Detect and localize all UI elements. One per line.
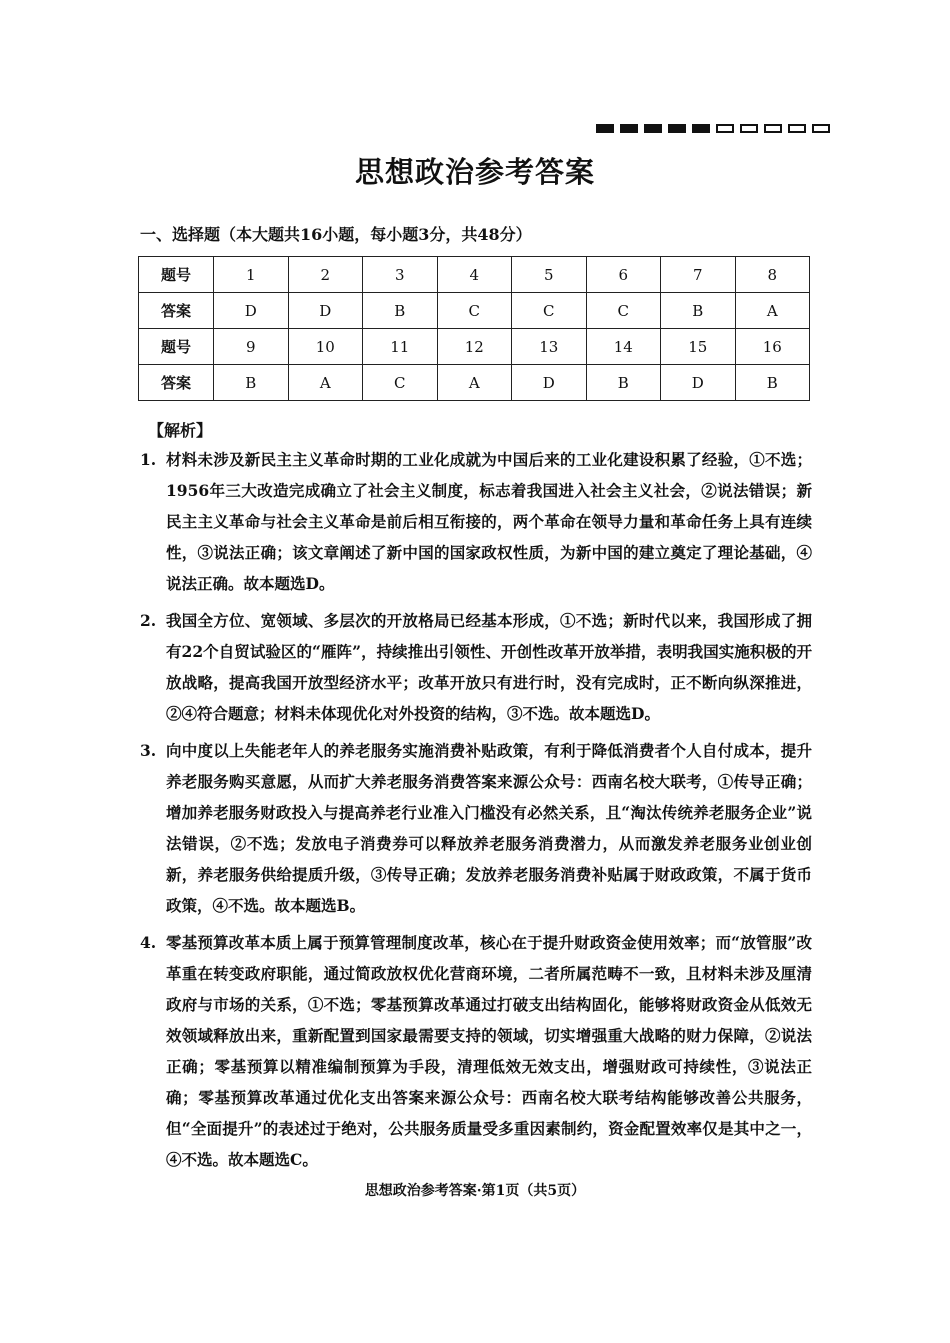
- table-cell: D: [214, 293, 289, 329]
- item-number: 4.: [140, 933, 157, 952]
- table-cell: B: [735, 365, 810, 401]
- table-cell: 7: [661, 257, 736, 293]
- answer-table: [138, 256, 810, 401]
- table-row: [139, 257, 810, 293]
- table-cell: 15: [661, 329, 736, 365]
- table-cell: 8: [735, 257, 810, 293]
- table-cell: A: [437, 365, 512, 401]
- row-label: 题号: [139, 329, 214, 365]
- table-cell: 14: [586, 329, 661, 365]
- table-cell: 2: [288, 257, 363, 293]
- page-marker: [596, 124, 830, 133]
- analysis-item: [140, 927, 812, 1175]
- empty-square-icon: [716, 124, 734, 133]
- filled-square-icon: [596, 124, 614, 133]
- table-cell: C: [512, 293, 587, 329]
- item-text: 材料未涉及新民主主义革命时期的工业化成就为中国后来的工业化建设积累了经验，①不选；1956年三大改造完成确立了社会主义制度，标志着我国进入社会主义社会，②说法错误；新民主主义革命与社会主义革命是前后相互衔接的，两个革命在领导力量和革命任务上具有连续性，③说法正确；该文章阐述了新中国的国家政权性质，为新中国的建立奠定了理论基础，④说法正确。故本题选D。: [166, 450, 812, 593]
- item-number: 3.: [140, 741, 157, 760]
- table-cell: A: [735, 293, 810, 329]
- analysis-item: [140, 444, 812, 599]
- table-cell: C: [586, 293, 661, 329]
- empty-square-icon: [740, 124, 758, 133]
- table-cell: D: [512, 365, 587, 401]
- table-cell: 16: [735, 329, 810, 365]
- filled-square-icon: [620, 124, 638, 133]
- row-label: 答案: [139, 293, 214, 329]
- item-text: 向中度以上失能老年人的养老服务实施消费补贴政策，有利于降低消费者个人自付成本，提升养老服务购买意愿，从而扩大养老服务消费答案来源公众号：西南名校大联考，①传导正确；增加养老服务财政投入与提高养老行业准入门槛没有必然关系，且“淘汰传统养老服务企业”说法错误，②不选；发放电子消费券可以释放养老服务消费潜力，从而激发养老服务业创业创新，养老服务供给提质升级，③传导正确；发放养老服务消费补贴属于财政政策，不属于货币政策，④不选。故本题选B。: [166, 741, 812, 915]
- row-label: 题号: [139, 257, 214, 293]
- table-row: [139, 329, 810, 365]
- empty-square-icon: [812, 124, 830, 133]
- table-cell: 1: [214, 257, 289, 293]
- section-heading: 一、选择题（本大题共16小题，每小题3分，共48分）: [140, 225, 532, 244]
- page-title: 思想政治参考答案: [354, 155, 595, 189]
- item-number: 2.: [140, 611, 157, 630]
- item-text: 零基预算改革本质上属于预算管理制度改革，核心在于提升财政资金使用效率；而“放管服”改革重在转变政府职能，通过简政放权优化营商环境，二者所属范畴不一致，且材料未涉及厘清政府与市场的关系，①不选；零基预算改革通过打破支出结构固化，能够将财政资金从低效无效领域释放出来，重新配置到国家最需要支持的领域，切实增强重大战略的财力保障，②说法正确；零基预算以精准编制预算为手段，清理低效无效支出，增强财政可持续性，③说法正确；零基预算改革通过优化支出答案来源公众号：西南名校大联考结构能够改善公共服务，但“全面提升”的表述过于绝对，公共服务质量受多重因素制约，资金配置效率仅是其中之一，④不选。故本题选C。: [166, 933, 812, 1169]
- table-cell: D: [661, 365, 736, 401]
- page-footer: 思想政治参考答案·第1页（共5页）: [364, 1183, 586, 1199]
- analysis-list: [140, 444, 812, 1181]
- empty-square-icon: [788, 124, 806, 133]
- table-cell: 13: [512, 329, 587, 365]
- analysis-item: [140, 735, 812, 921]
- table-cell: 11: [363, 329, 438, 365]
- filled-square-icon: [668, 124, 686, 133]
- table-cell: 3: [363, 257, 438, 293]
- table-cell: 12: [437, 329, 512, 365]
- table-row: [139, 365, 810, 401]
- table-row: [139, 293, 810, 329]
- table-cell: D: [288, 293, 363, 329]
- row-label: 答案: [139, 365, 214, 401]
- table-cell: B: [214, 365, 289, 401]
- table-cell: B: [661, 293, 736, 329]
- analysis-heading: 【解析】: [148, 421, 213, 440]
- table-cell: B: [363, 293, 438, 329]
- table-cell: 9: [214, 329, 289, 365]
- item-text: 我国全方位、宽领域、多层次的开放格局已经基本形成，①不选；新时代以来，我国形成了拥有22个自贸试验区的“雁阵”，持续推出引领性、开创性改革开放举措，表明我国实施积极的开放战略，提高我国开放型经济水平；改革开放只有进行时，没有完成时，正不断向纵深推进，②④符合题意；材料未体现优化对外投资的结构，③不选。故本题选D。: [166, 611, 812, 723]
- filled-square-icon: [644, 124, 662, 133]
- item-number: 1.: [140, 450, 157, 469]
- empty-square-icon: [764, 124, 782, 133]
- table-cell: 4: [437, 257, 512, 293]
- table-cell: C: [363, 365, 438, 401]
- filled-square-icon: [692, 124, 710, 133]
- analysis-item: [140, 605, 812, 729]
- table-cell: C: [437, 293, 512, 329]
- table-cell: 10: [288, 329, 363, 365]
- table-cell: 5: [512, 257, 587, 293]
- table-cell: A: [288, 365, 363, 401]
- table-cell: 6: [586, 257, 661, 293]
- table-cell: B: [586, 365, 661, 401]
